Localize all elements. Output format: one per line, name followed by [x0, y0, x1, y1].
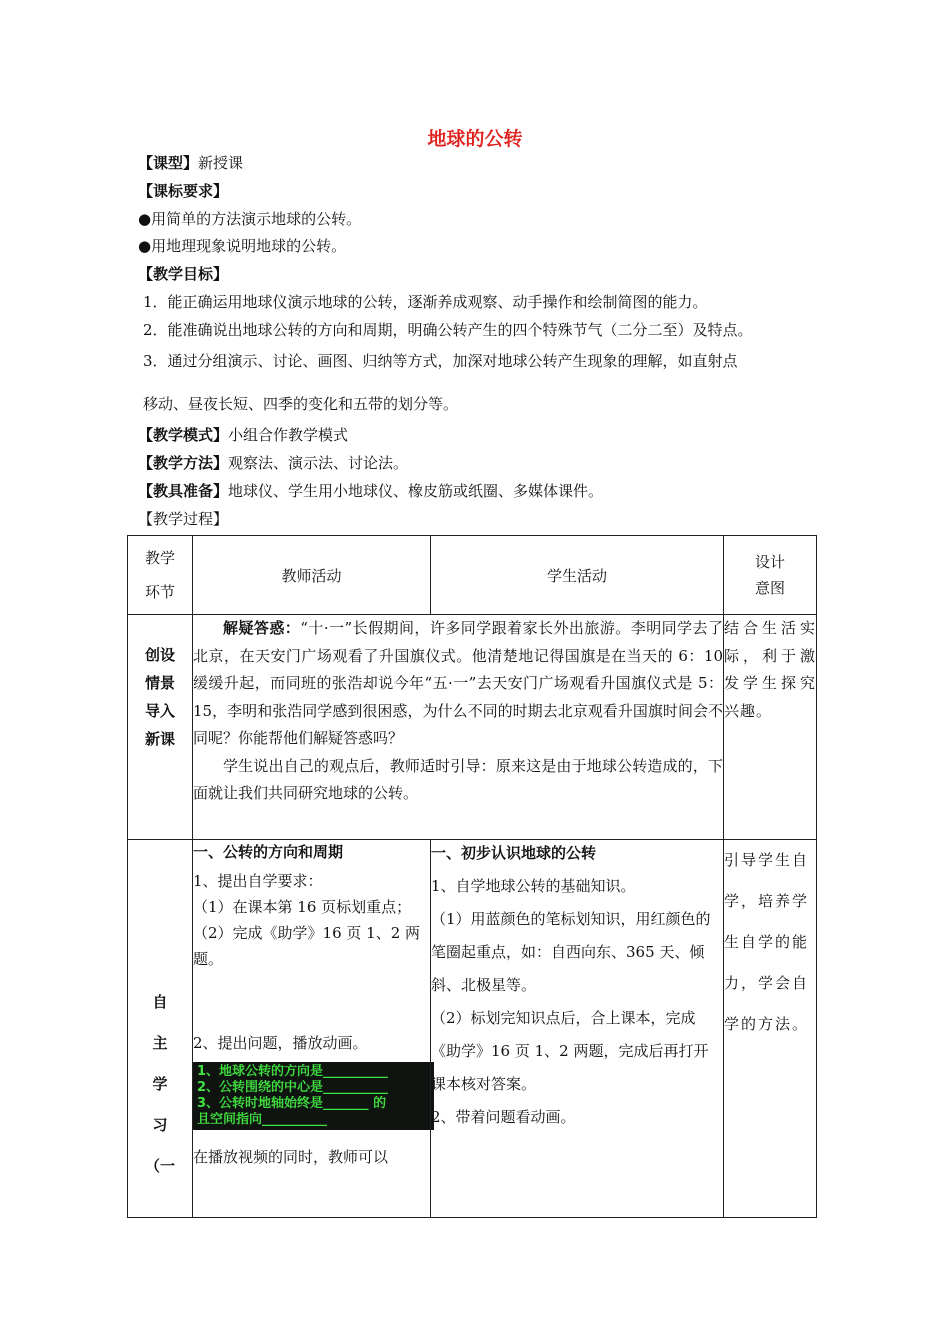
method-label: 【教学方法】 [138, 454, 229, 472]
header-student: 学生活动 [431, 536, 724, 615]
row1-design: 结合生活实际，利于激发学生探究兴趣。 [724, 615, 817, 840]
tools-line [138, 480, 603, 501]
animation-question-image: 1、地球公转的方向是__________ 2、公转围绕的中心是__________ 3、公转时地轴始终是_______ 的 且空间指向__________ [193, 1062, 434, 1130]
goal-item: 移动、昼夜长短、四季的变化和五带的划分等。 [143, 395, 459, 413]
table-row [128, 615, 817, 840]
header-section: 教学 环节 [128, 536, 193, 615]
mode-value: 小组合作教学模式 [228, 426, 349, 444]
method-value: 观察法、演示法、讨论法。 [228, 454, 409, 472]
standard-label: 【课标要求】 [138, 182, 229, 200]
method-line [138, 452, 408, 473]
standard-item: ●用简单的方法演示地球的公转。 [138, 210, 362, 228]
row2-design: 引导学生自学，培养学生自学的能力，学会自学的方法。 [724, 840, 817, 1218]
row1-teacher-activity: 解疑答惑：“十·一”长假期间，许多同学跟着家长外出旅游。李明同学去了北京，在天安门广场观看了升国旗仪式。他清楚地记得国旗是在当天的 6：10 缓缓升起，而同班的张浩却说今年“五·一”去天安门广场观看升国旗仪式是 5：15，李明和张浩同学感到很困惑，为什么不同的时期去北京观看升国旗时间会不同呢？你能帮他们解疑答惑吗？ 学生说出自己的观点后，教师适时引导：原来这是由于地球公转造成的，下面就让我们共同研究地球的公转。 [193, 615, 724, 840]
goal-item: 3．通过分组演示、讨论、画图、归纳等方式，加深对地球公转产生现象的理解，如直射点 [143, 352, 738, 370]
table-header-row [128, 536, 817, 615]
process-table [127, 535, 817, 1218]
row1-section: 创设 情景 导入 新课 [128, 615, 193, 840]
standard-item: ●用地理现象说明地球的公转。 [138, 237, 347, 255]
lesson-type-label: 【课型】 [138, 154, 199, 172]
mode-line [138, 424, 348, 445]
header-teacher: 教师活动 [193, 536, 431, 615]
row2-teacher-activity: 一、公转的方向和周期 1、提出自学要求： （1）在课本第 16 页标划重点； （2）完成《助学》16 页 1、2 两题。 2、提出问题，播放动画。 1、地球公转的方向是__________ 2、公转围绕的中心是__________ 3、公转时地轴始终是_______ 的 且空间指向__________ 在播放视频的同时，教师可以 [193, 840, 431, 1218]
goal-item: 2．能准确说出地球公转的方向和周期，明确公转产生的四个特殊节气（二分二至）及特点。 [143, 321, 753, 339]
process-label: 【教学过程】 [138, 510, 229, 528]
goals-label: 【教学目标】 [138, 265, 229, 283]
header-design: 设计 意图 [724, 536, 817, 615]
mode-label: 【教学模式】 [138, 426, 229, 444]
page-title: 地球的公转 [427, 128, 523, 150]
table-row [128, 840, 817, 1218]
row2-section: 自 主 学 习 （一 [128, 840, 193, 1218]
row2-student-activity: 一、初步认识地球的公转 1、自学地球公转的基础知识。 （1）用蓝颜色的笔标划知识，用红颜色的笔圈起重点，如：自西向东、365 天、倾斜、北极星等。 （2）标划完知识点后，合上课本，完成《助学》16 页 1、2 两题，完成后再打开课本核对答案。 2、带着问题看动画。 [431, 840, 724, 1218]
lesson-type-line [138, 152, 243, 173]
tools-value: 地球仪、学生用小地球仪、橡皮筋或纸圈、多媒体课件。 [228, 482, 604, 500]
tools-label: 【教具准备】 [138, 482, 229, 500]
lesson-type-value: 新授课 [198, 154, 244, 172]
goal-item: 1．能正确运用地球仪演示地球的公转，逐渐养成观察、动手操作和绘制简图的能力。 [143, 293, 708, 311]
